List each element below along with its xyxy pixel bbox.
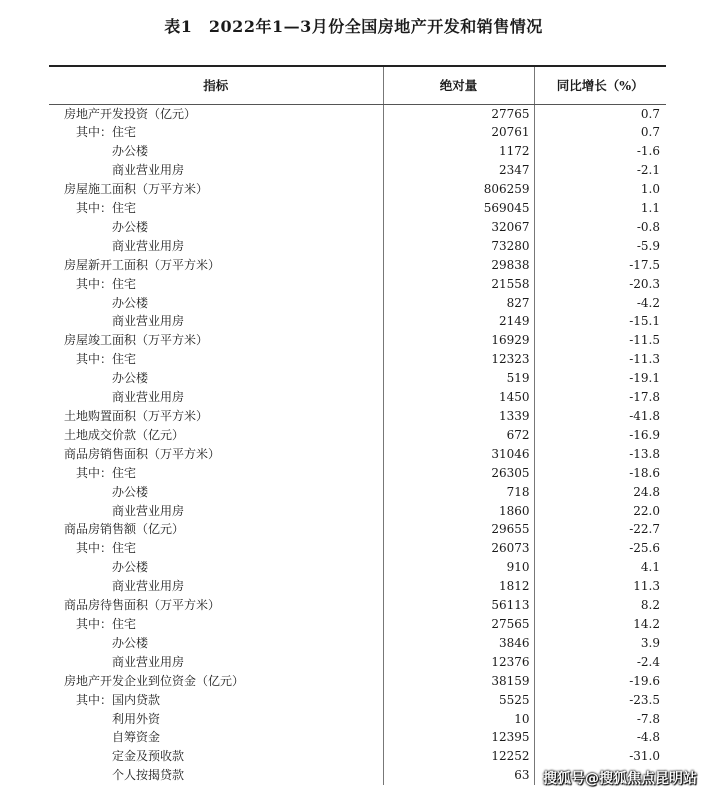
row-label [49, 634, 383, 653]
row-growth: -0.8 [636, 219, 660, 234]
row-label-text: 其中：住宅 [76, 352, 137, 367]
row-label-text: 办公楼 [112, 295, 149, 310]
row-value: 29838 [383, 256, 534, 275]
table-row [49, 672, 666, 691]
row-growth: -4.2 [636, 295, 660, 310]
row-growth: -23.5 [629, 692, 660, 707]
table-row [49, 710, 666, 729]
table-row [49, 445, 666, 464]
row-label-text: 办公楼 [112, 144, 149, 159]
row-label-text: 办公楼 [112, 484, 149, 499]
row-label-text: 商业营业用房 [112, 503, 185, 518]
row-growth: -22.7 [629, 522, 660, 537]
table-row [49, 558, 666, 577]
row-value: 519 [383, 369, 534, 388]
row-label [49, 369, 383, 388]
row-label-text: 房屋施工面积（万平方米） [64, 182, 209, 197]
row-growth: -17.8 [629, 390, 660, 405]
row-value: 27765 [383, 104, 534, 123]
row-label-text: 办公楼 [112, 560, 149, 575]
row-growth: -7.8 [636, 711, 660, 726]
table-row [49, 691, 666, 710]
row-label [49, 558, 383, 577]
row-value: 73280 [383, 237, 534, 256]
row-growth: -2.4 [636, 654, 660, 669]
table-row [49, 350, 666, 369]
row-label-text: 房屋新开工面积（万平方米） [64, 257, 221, 272]
row-label-text: 商品房销售面积（万平方米） [64, 446, 221, 461]
table-row [49, 615, 666, 634]
row-label [49, 350, 383, 369]
row-growth: -41.8 [629, 409, 660, 423]
row-growth: -11.3 [629, 352, 660, 367]
row-label-text: 其中：住宅 [76, 616, 137, 631]
row-value: 12323 [383, 350, 534, 369]
row-label [49, 577, 383, 596]
row-growth: -19.1 [629, 371, 660, 386]
row-label-text: 办公楼 [112, 635, 149, 650]
row-label [49, 615, 383, 634]
header-growth: 同比增长（%） [534, 66, 666, 104]
row-value: 26305 [383, 464, 534, 483]
row-value: 63 [383, 766, 534, 785]
row-label-text: 定金及预收款 [112, 749, 185, 764]
row-label [49, 426, 383, 445]
row-value: 20761 [383, 123, 534, 142]
row-growth: 3.9 [640, 635, 660, 650]
table-row [49, 161, 666, 180]
header-absolute: 绝对量 [383, 66, 534, 104]
table-row [49, 331, 666, 350]
table-row [49, 388, 666, 407]
row-growth: 14.2 [633, 616, 660, 631]
row-growth: 22.0 [633, 503, 660, 518]
row-label-text: 房地产开发企业到位资金（亿元） [64, 673, 245, 688]
row-value: 12252 [383, 747, 534, 766]
table-row [49, 312, 666, 331]
table-row [49, 747, 666, 766]
row-label-text: 办公楼 [112, 371, 149, 386]
row-label [49, 653, 383, 672]
row-value: 1812 [383, 577, 534, 596]
table-row [49, 520, 666, 539]
row-growth: 0.7 [640, 125, 660, 140]
row-growth: -18.6 [629, 465, 660, 480]
table-row [49, 407, 666, 426]
row-label-text: 其中：住宅 [76, 276, 137, 291]
row-label [49, 672, 383, 691]
row-value: 5525 [383, 691, 534, 710]
row-growth: 1.0 [640, 182, 660, 197]
table-row [49, 294, 666, 313]
row-growth: -25.6 [629, 541, 660, 556]
row-label [49, 312, 383, 331]
table-row [49, 218, 666, 237]
table-row [49, 275, 666, 294]
table-row [49, 464, 666, 483]
row-label [49, 294, 383, 313]
table-row [49, 123, 666, 142]
row-label-text: 办公楼 [112, 219, 149, 234]
row-label [49, 388, 383, 407]
row-label-text: 其中：国内贷款 [76, 692, 161, 707]
row-value: 10 [383, 710, 534, 729]
row-label-text: 商业营业用房 [112, 390, 185, 405]
table-title: 表1 2022年1—3月份全国房地产开发和销售情况 [164, 17, 543, 36]
row-label [49, 123, 383, 142]
table-body [49, 104, 666, 785]
row-label [49, 539, 383, 558]
row-label [49, 237, 383, 256]
row-value: 1339 [383, 407, 534, 426]
row-value: 16929 [383, 331, 534, 350]
row-value: 910 [383, 558, 534, 577]
row-label [49, 766, 383, 785]
header-row [49, 66, 666, 104]
row-value: 1450 [383, 388, 534, 407]
row-value: 27565 [383, 615, 534, 634]
row-label [49, 747, 383, 766]
row-value: 718 [383, 483, 534, 502]
row-label [49, 464, 383, 483]
row-label-text: 其中：住宅 [76, 201, 137, 216]
row-label [49, 691, 383, 710]
row-value: 806259 [383, 180, 534, 199]
row-value: 31046 [383, 445, 534, 464]
row-label-text: 其中：住宅 [76, 541, 137, 556]
row-label-text: 其中：住宅 [76, 465, 137, 480]
row-value: 1860 [383, 502, 534, 521]
row-label [49, 161, 383, 180]
row-label-text: 商业营业用房 [112, 579, 185, 594]
row-value: 21558 [383, 275, 534, 294]
row-value: 827 [383, 294, 534, 313]
row-growth: 4.1 [640, 560, 660, 575]
row-label-text: 商业营业用房 [112, 163, 185, 178]
row-value: 12376 [383, 653, 534, 672]
row-growth: -20.3 [629, 276, 660, 291]
row-growth: 0.7 [640, 106, 660, 121]
table-row [49, 502, 666, 521]
row-value: 672 [383, 426, 534, 445]
row-label-text: 房屋竣工面积（万平方米） [64, 333, 209, 348]
row-value: 38159 [383, 672, 534, 691]
row-label [49, 142, 383, 161]
row-label [49, 407, 383, 426]
row-label [49, 218, 383, 237]
row-label-text: 商业营业用房 [112, 238, 185, 253]
row-label [49, 104, 383, 123]
row-growth: 8.2 [640, 598, 660, 613]
table-row [49, 539, 666, 558]
header-indicator: 指标 [49, 66, 383, 104]
row-growth: -13.8 [629, 446, 660, 461]
table-row [49, 180, 666, 199]
row-growth: -11.5 [629, 333, 660, 348]
row-label [49, 256, 383, 275]
table-row [49, 483, 666, 502]
table-row [49, 369, 666, 388]
row-value: 569045 [383, 199, 534, 218]
row-label-text: 房地产开发投资（亿元） [64, 106, 197, 121]
row-value: 1172 [383, 142, 534, 161]
row-label [49, 331, 383, 350]
row-growth: -1.6 [636, 144, 660, 159]
table-row [49, 596, 666, 615]
row-value: 56113 [383, 596, 534, 615]
row-label-text: 商业营业用房 [112, 654, 185, 669]
row-label [49, 728, 383, 747]
row-value: 2149 [383, 312, 534, 331]
table-row [49, 142, 666, 161]
row-value: 32067 [383, 218, 534, 237]
row-growth: -2.1 [636, 163, 660, 178]
row-value: 12395 [383, 728, 534, 747]
row-label [49, 520, 383, 539]
row-growth: -19.6 [629, 673, 660, 688]
row-label-text: 土地购置面积（万平方米） [64, 409, 209, 423]
table-row [49, 577, 666, 596]
table-row [49, 728, 666, 747]
table-row [49, 237, 666, 256]
watermark: 搜狐号@搜狐焦点昆明站 [543, 771, 697, 787]
row-label [49, 710, 383, 729]
table-row [49, 426, 666, 445]
row-label [49, 180, 383, 199]
row-label-text: 自筹资金 [112, 730, 161, 745]
row-value: 2347 [383, 161, 534, 180]
row-value: 26073 [383, 539, 534, 558]
row-label [49, 596, 383, 615]
row-growth: 24.8 [633, 484, 660, 499]
row-growth: -15.1 [629, 314, 660, 329]
row-growth: 11.3 [633, 579, 660, 594]
row-growth: -17.5 [629, 257, 660, 272]
table-row [49, 256, 666, 275]
row-label-text: 商品房待售面积（万平方米） [64, 598, 221, 613]
row-label [49, 199, 383, 218]
table-row [49, 104, 666, 123]
row-value: 3846 [383, 634, 534, 653]
row-label-text: 利用外资 [112, 711, 161, 726]
table-row [49, 653, 666, 672]
row-label-text: 商业营业用房 [112, 314, 185, 329]
row-label [49, 502, 383, 521]
row-growth: -31.0 [629, 749, 660, 764]
row-value: 29655 [383, 520, 534, 539]
row-growth: -4.8 [636, 730, 660, 745]
row-label [49, 445, 383, 464]
row-growth: -16.9 [629, 427, 660, 442]
row-growth: 1.1 [640, 201, 660, 216]
row-label-text: 土地成交价款（亿元） [64, 427, 185, 442]
table-row [49, 199, 666, 218]
row-label-text: 个人按揭贷款 [112, 768, 185, 783]
data-table [49, 65, 666, 785]
table-row [49, 634, 666, 653]
row-label [49, 275, 383, 294]
row-growth: -5.9 [636, 238, 660, 253]
row-label [49, 483, 383, 502]
row-label-text: 商品房销售额（亿元） [64, 522, 185, 537]
row-label-text: 其中：住宅 [76, 125, 137, 140]
